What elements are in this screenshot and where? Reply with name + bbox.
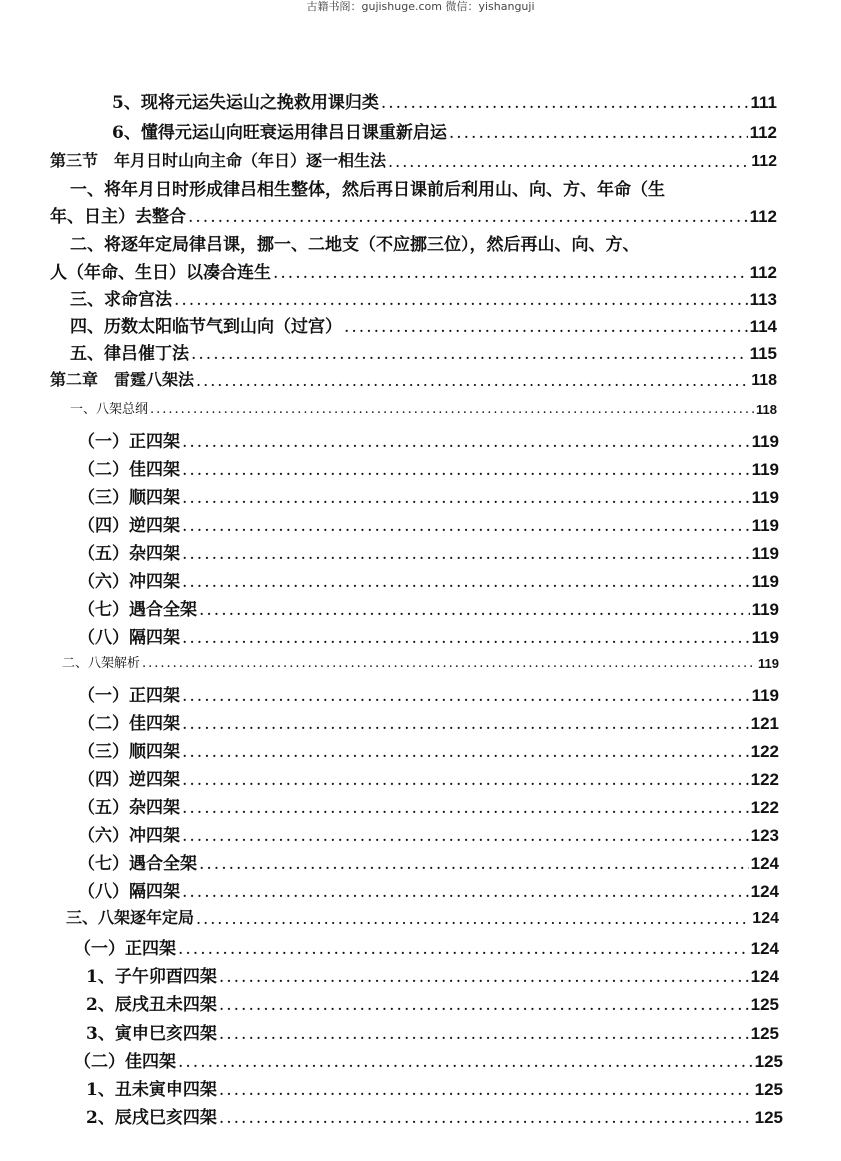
toc-entry-page: 119 [751, 488, 779, 507]
toc-entry[interactable] [86, 1075, 783, 1100]
toc-entry-label: 第三节 年月日时山向主命（年日）逐一相生法 [50, 151, 387, 170]
toc-entry-label: 年、日主）去整合 [50, 207, 186, 227]
toc-entry-label: 1、子午卯酉四架 [86, 967, 217, 987]
toc-entry[interactable] [112, 118, 777, 143]
toc-entry-page: 118 [756, 402, 777, 417]
leader-dots [388, 152, 749, 171]
toc-entry-label: （二）佳四架 [74, 1052, 176, 1072]
leader-dots [150, 402, 754, 417]
toc-entry[interactable] [70, 339, 777, 364]
leader-dots [219, 967, 749, 987]
toc-entry-page: 125 [750, 995, 779, 1014]
toc-entry-page: 118 [751, 372, 777, 389]
leader-dots [182, 686, 750, 706]
toc-entry-page: 119 [751, 572, 779, 591]
toc-entry[interactable] [78, 709, 779, 734]
toc-entry-page: 119 [751, 516, 779, 535]
toc-entry-page: 124 [752, 910, 779, 927]
leader-dots [191, 344, 748, 364]
toc-entry-page: 112 [749, 207, 777, 226]
leader-dots [182, 572, 750, 592]
toc-entry-page: 125 [754, 1080, 783, 1099]
toc-entry-label: 2、辰戌巳亥四架 [86, 1108, 217, 1128]
toc-entry[interactable] [50, 202, 777, 227]
leader-dots [188, 207, 748, 227]
toc-entry-label: 一、八架总纲 [70, 402, 149, 417]
toc-entry-page: 125 [754, 1052, 783, 1071]
toc-entry[interactable] [78, 567, 779, 592]
toc-entry[interactable] [50, 258, 777, 283]
toc-entry-label: （六）冲四架 [78, 572, 180, 592]
toc-entry[interactable] [78, 737, 779, 762]
toc-entry-label: （五）杂四架 [78, 544, 180, 564]
toc-entry[interactable] [50, 367, 777, 390]
toc-entry-label: 3、寅申巳亥四架 [86, 1024, 217, 1044]
toc-entry-label: 三、八架逐年定局 [66, 908, 195, 927]
leader-dots [182, 460, 750, 480]
toc-entry-label: 6、懂得元运山向旺衰运用律吕日课重新启运 [112, 123, 447, 143]
toc-entry-page: 122 [750, 770, 779, 789]
toc-entry[interactable] [62, 652, 779, 671]
leader-dots [219, 995, 749, 1015]
toc-entry[interactable] [86, 1019, 779, 1044]
leader-dots [182, 714, 749, 734]
leader-dots [174, 290, 748, 310]
toc-entry-page: 114 [749, 317, 777, 336]
toc-entry-page: 124 [750, 854, 779, 873]
toc-entry-label: （二）佳四架 [78, 714, 180, 734]
toc-entry-page: 119 [751, 628, 779, 647]
toc-entry-label: （七）遇合全架 [78, 600, 197, 620]
toc-entry-page: 112 [749, 263, 777, 282]
toc-entry[interactable] [78, 595, 779, 620]
toc-entry-label: 第二章 雷霆八架法 [50, 370, 195, 389]
toc-entry-label: （四）逆四架 [78, 770, 180, 790]
watermark-text: 古籍书阁：gujishuge.com 微信：yishanguji [306, 0, 535, 13]
toc-entry-page: 122 [750, 742, 779, 761]
toc-entry[interactable] [86, 962, 779, 987]
toc-entry[interactable] [78, 793, 779, 818]
toc-entry-label: 三、求命宫法 [70, 290, 172, 310]
leader-dots [142, 656, 756, 671]
toc-entry-page: 112 [749, 123, 777, 142]
leader-dots [381, 93, 749, 113]
toc-entry[interactable] [78, 539, 779, 564]
leader-dots [199, 854, 749, 874]
toc-entry[interactable] [78, 849, 779, 874]
toc-entry-page: 112 [751, 153, 777, 170]
toc-entry-label: 2、辰戌丑未四架 [86, 995, 217, 1015]
toc-entry-label: （一）正四架 [74, 939, 176, 959]
toc-entry[interactable] [78, 681, 779, 706]
leader-dots [219, 1080, 753, 1100]
leader-dots [182, 628, 750, 648]
toc-entry-page: 119 [751, 600, 779, 619]
toc-entry[interactable] [86, 1103, 783, 1128]
toc-entry[interactable] [66, 905, 779, 928]
toc-entry[interactable] [78, 623, 779, 648]
toc-entry-label: 人（年命、生日）以凑合连生 [50, 263, 271, 283]
toc-entry-label: （七）遇合全架 [78, 854, 197, 874]
toc-entry-page: 122 [750, 798, 779, 817]
toc-entry[interactable] [74, 934, 779, 959]
toc-entry-page: 115 [749, 344, 777, 363]
toc-entry-label: （一）正四架 [78, 432, 180, 452]
leader-dots [182, 798, 749, 818]
toc-entry-page: 123 [750, 826, 779, 845]
leader-dots [182, 826, 749, 846]
toc-entry[interactable] [70, 398, 777, 417]
toc-entry-label: （四）逆四架 [78, 516, 180, 536]
toc-entry-label: 五、律吕催丁法 [70, 344, 189, 364]
toc-entry-label: （三）顺四架 [78, 488, 180, 508]
toc-entry-label[interactable]: 一、将年月日时形成律吕相生整体，然后再日课前后利用山、向、方、年命（生 [70, 180, 665, 200]
toc-entry-page: 119 [751, 432, 779, 451]
leader-dots [344, 317, 748, 337]
toc-entry-page: 119 [751, 544, 779, 563]
toc-entry-label: （五）杂四架 [78, 798, 180, 818]
leader-dots [273, 263, 748, 283]
leader-dots [182, 488, 750, 508]
leader-dots [196, 909, 750, 928]
toc-entry-page: 113 [749, 290, 777, 309]
leader-dots [182, 516, 750, 536]
leader-dots [182, 544, 750, 564]
leader-dots [199, 600, 750, 620]
toc-entry-label: （六）冲四架 [78, 826, 180, 846]
toc-entry-page: 125 [754, 1108, 783, 1127]
toc-entry[interactable] [112, 88, 777, 113]
toc-entry-page: 124 [750, 967, 779, 986]
toc-entry-page: 119 [751, 460, 779, 479]
leader-dots [449, 123, 748, 143]
toc-entry[interactable] [70, 312, 777, 337]
leader-dots [182, 770, 749, 790]
toc-entry-page: 119 [758, 656, 779, 671]
toc-entry-label: 1、丑未寅申四架 [86, 1080, 217, 1100]
toc-entry[interactable] [78, 427, 779, 452]
toc-entry[interactable] [78, 483, 779, 508]
toc-entry[interactable] [78, 455, 779, 480]
toc-entry[interactable] [50, 148, 777, 171]
toc-entry[interactable] [78, 765, 779, 790]
toc-entry-page: 125 [750, 1024, 779, 1043]
leader-dots [219, 1108, 753, 1128]
toc-entry-page: 124 [750, 939, 779, 958]
toc-entry[interactable] [78, 877, 779, 902]
leader-dots [182, 432, 750, 452]
toc-entry-label: 二、八架解析 [62, 656, 141, 671]
toc-entry-page: 111 [750, 93, 777, 112]
toc-entry[interactable] [78, 511, 779, 536]
toc-entry-label: （八）隔四架 [78, 628, 180, 648]
toc-entry-label: （二）佳四架 [78, 460, 180, 480]
leader-dots [178, 939, 749, 959]
leader-dots [219, 1024, 749, 1044]
toc-entry-label: （三）顺四架 [78, 742, 180, 762]
leader-dots [178, 1052, 753, 1072]
toc-entry[interactable] [74, 1047, 783, 1072]
toc-entry-label: 四、历数太阳临节气到山向（过宫） [70, 317, 342, 337]
toc-entry-page: 124 [750, 882, 779, 901]
toc-entry[interactable] [78, 821, 779, 846]
toc-entry-label: （一）正四架 [78, 686, 180, 706]
toc-entry-page: 119 [751, 686, 779, 705]
toc-entry-label: （八）隔四架 [78, 882, 180, 902]
toc-entry-label[interactable]: 二、将逐年定局律吕课，挪一、二地支（不应挪三位），然后再山、向、方、 [70, 235, 640, 255]
leader-dots [182, 882, 749, 902]
toc-entry[interactable] [86, 990, 779, 1015]
toc-entry-label: 5、现将元运失运山之挽救用课归类 [112, 93, 379, 113]
toc-entry-page: 121 [750, 714, 779, 733]
leader-dots [182, 742, 749, 762]
leader-dots [196, 371, 749, 390]
toc-entry[interactable] [70, 285, 777, 310]
